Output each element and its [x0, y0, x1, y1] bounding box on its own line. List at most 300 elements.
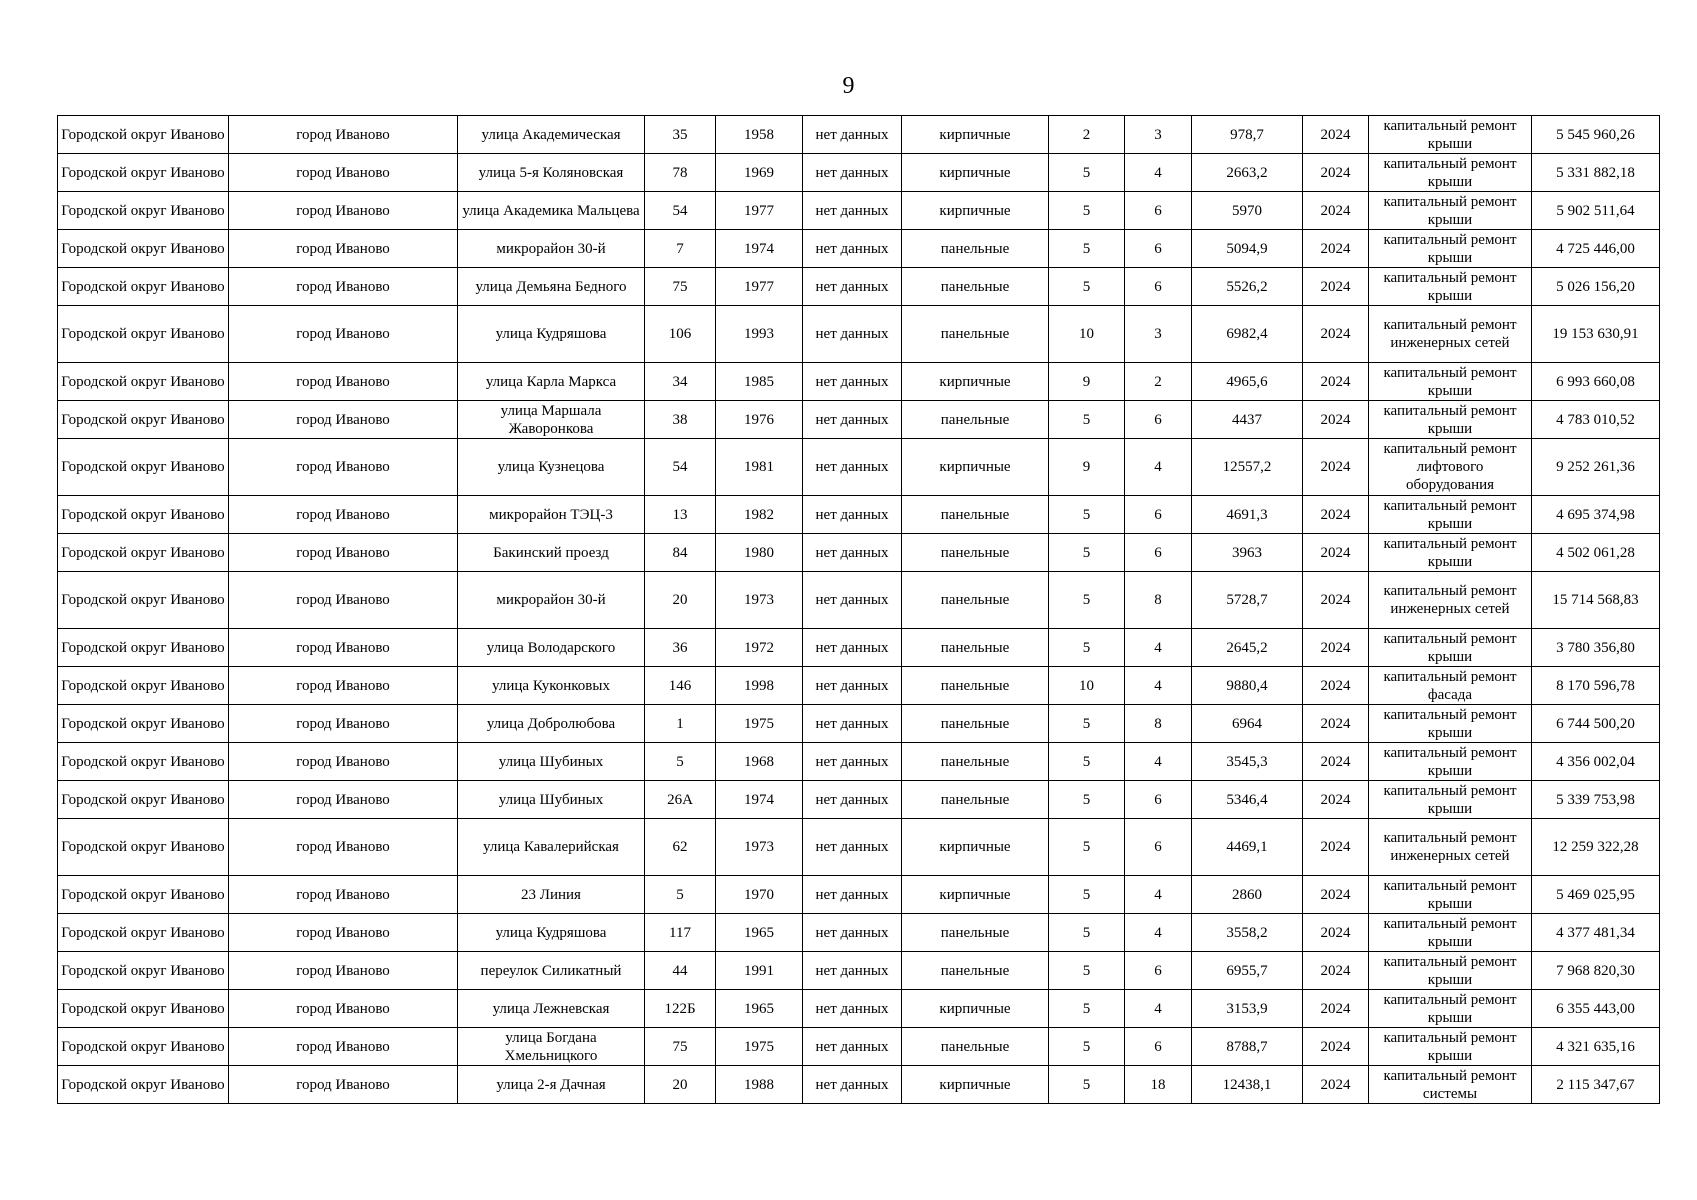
- cell-work-type: капитальный ремонт крыши: [1369, 268, 1532, 306]
- table-row: [58, 1066, 1660, 1104]
- cell-settlement: город Иваново: [229, 1066, 458, 1104]
- cell-planned-year: 2024: [1303, 1028, 1369, 1066]
- cell-street: улица Добролюбова: [458, 705, 645, 743]
- cell-cost: 4 695 374,98: [1532, 496, 1660, 534]
- cell-settlement: город Иваново: [229, 990, 458, 1028]
- cell-year-built: 1973: [716, 572, 803, 629]
- cell-municipality: Городской округ Иваново: [58, 876, 229, 914]
- cell-municipality: Городской округ Иваново: [58, 154, 229, 192]
- cell-area: 5094,9: [1192, 230, 1303, 268]
- cell-year-last-repair: нет данных: [803, 1028, 902, 1066]
- cell-house-number: 13: [645, 496, 716, 534]
- cell-work-type: капитальный ремонт крыши: [1369, 990, 1532, 1028]
- cell-cost: 2 115 347,67: [1532, 1066, 1660, 1104]
- table-row: [58, 914, 1660, 952]
- cell-planned-year: 2024: [1303, 705, 1369, 743]
- cell-wall-material: панельные: [902, 781, 1049, 819]
- cell-work-type: капитальный ремонт фасада: [1369, 667, 1532, 705]
- cell-year-last-repair: нет данных: [803, 192, 902, 230]
- cell-area: 6955,7: [1192, 952, 1303, 990]
- cell-municipality: Городской округ Иваново: [58, 439, 229, 496]
- cell-entrances: 6: [1125, 952, 1192, 990]
- cell-area: 3545,3: [1192, 743, 1303, 781]
- cell-planned-year: 2024: [1303, 268, 1369, 306]
- cell-floors: 9: [1049, 439, 1125, 496]
- cell-cost: 19 153 630,91: [1532, 306, 1660, 363]
- cell-cost: 3 780 356,80: [1532, 629, 1660, 667]
- cell-municipality: Городской округ Иваново: [58, 781, 229, 819]
- table-row: [58, 743, 1660, 781]
- cell-entrances: 4: [1125, 439, 1192, 496]
- cell-area: 978,7: [1192, 116, 1303, 154]
- cell-settlement: город Иваново: [229, 667, 458, 705]
- cell-planned-year: 2024: [1303, 572, 1369, 629]
- cell-year-last-repair: нет данных: [803, 534, 902, 572]
- cell-planned-year: 2024: [1303, 496, 1369, 534]
- cell-entrances: 4: [1125, 914, 1192, 952]
- cell-entrances: 3: [1125, 116, 1192, 154]
- table-row: [58, 819, 1660, 876]
- table-row: [58, 116, 1660, 154]
- cell-street: улица Куконковых: [458, 667, 645, 705]
- table-row: [58, 363, 1660, 401]
- cell-house-number: 62: [645, 819, 716, 876]
- cell-work-type: капитальный ремонт крыши: [1369, 401, 1532, 439]
- cell-planned-year: 2024: [1303, 743, 1369, 781]
- cell-settlement: город Иваново: [229, 306, 458, 363]
- cell-street: улица Демьяна Бедного: [458, 268, 645, 306]
- cell-street: улица Кудряшова: [458, 914, 645, 952]
- table-row: [58, 952, 1660, 990]
- cell-settlement: город Иваново: [229, 363, 458, 401]
- cell-settlement: город Иваново: [229, 819, 458, 876]
- cell-floors: 5: [1049, 990, 1125, 1028]
- cell-wall-material: кирпичные: [902, 439, 1049, 496]
- cell-area: 3963: [1192, 534, 1303, 572]
- cell-wall-material: кирпичные: [902, 990, 1049, 1028]
- cell-settlement: город Иваново: [229, 781, 458, 819]
- cell-cost: 9 252 261,36: [1532, 439, 1660, 496]
- cell-floors: 5: [1049, 496, 1125, 534]
- cell-year-last-repair: нет данных: [803, 876, 902, 914]
- cell-planned-year: 2024: [1303, 230, 1369, 268]
- cell-area: 6982,4: [1192, 306, 1303, 363]
- cell-house-number: 34: [645, 363, 716, 401]
- cell-work-type: капитальный ремонт крыши: [1369, 154, 1532, 192]
- cell-house-number: 38: [645, 401, 716, 439]
- cell-work-type: капитальный ремонт крыши: [1369, 781, 1532, 819]
- cell-wall-material: панельные: [902, 1028, 1049, 1066]
- cell-year-last-repair: нет данных: [803, 154, 902, 192]
- cell-municipality: Городской округ Иваново: [58, 116, 229, 154]
- cell-year-built: 1970: [716, 876, 803, 914]
- cell-year-built: 1993: [716, 306, 803, 363]
- cell-house-number: 20: [645, 1066, 716, 1104]
- cell-floors: 5: [1049, 876, 1125, 914]
- cell-area: 2860: [1192, 876, 1303, 914]
- cell-work-type: капитальный ремонт крыши: [1369, 496, 1532, 534]
- cell-cost: 4 377 481,34: [1532, 914, 1660, 952]
- cell-year-built: 1975: [716, 1028, 803, 1066]
- cell-planned-year: 2024: [1303, 914, 1369, 952]
- cell-wall-material: панельные: [902, 743, 1049, 781]
- cell-floors: 5: [1049, 914, 1125, 952]
- cell-wall-material: панельные: [902, 306, 1049, 363]
- cell-floors: 5: [1049, 629, 1125, 667]
- cell-municipality: Городской округ Иваново: [58, 667, 229, 705]
- cell-cost: 4 321 635,16: [1532, 1028, 1660, 1066]
- cell-cost: 15 714 568,83: [1532, 572, 1660, 629]
- cell-house-number: 5: [645, 743, 716, 781]
- cell-work-type: капитальный ремонт системы: [1369, 1066, 1532, 1104]
- cell-area: 2663,2: [1192, 154, 1303, 192]
- cell-cost: 4 356 002,04: [1532, 743, 1660, 781]
- cell-year-built: 1965: [716, 914, 803, 952]
- cell-entrances: 4: [1125, 154, 1192, 192]
- cell-cost: 5 026 156,20: [1532, 268, 1660, 306]
- cell-settlement: город Иваново: [229, 876, 458, 914]
- cell-year-last-repair: нет данных: [803, 439, 902, 496]
- cell-street: улица Маршала Жаворонкова: [458, 401, 645, 439]
- cell-settlement: город Иваново: [229, 154, 458, 192]
- cell-year-built: 1973: [716, 819, 803, 876]
- cell-area: 4691,3: [1192, 496, 1303, 534]
- cell-area: 9880,4: [1192, 667, 1303, 705]
- cell-year-last-repair: нет данных: [803, 781, 902, 819]
- cell-municipality: Городской округ Иваново: [58, 496, 229, 534]
- cell-house-number: 54: [645, 439, 716, 496]
- cell-work-type: капитальный ремонт лифтового оборудования: [1369, 439, 1532, 496]
- table-row: [58, 192, 1660, 230]
- cell-municipality: Городской округ Иваново: [58, 743, 229, 781]
- cell-floors: 9: [1049, 363, 1125, 401]
- cell-street: микрорайон 30-й: [458, 572, 645, 629]
- cell-settlement: город Иваново: [229, 705, 458, 743]
- cell-house-number: 78: [645, 154, 716, 192]
- cell-area: 12557,2: [1192, 439, 1303, 496]
- cell-year-last-repair: нет данных: [803, 230, 902, 268]
- cell-year-built: 1968: [716, 743, 803, 781]
- cell-street: улица 2-я Дачная: [458, 1066, 645, 1104]
- cell-year-built: 1982: [716, 496, 803, 534]
- cell-cost: 8 170 596,78: [1532, 667, 1660, 705]
- cell-planned-year: 2024: [1303, 667, 1369, 705]
- cell-floors: 5: [1049, 952, 1125, 990]
- cell-cost: 6 744 500,20: [1532, 705, 1660, 743]
- cell-planned-year: 2024: [1303, 154, 1369, 192]
- cell-wall-material: кирпичные: [902, 363, 1049, 401]
- cell-settlement: город Иваново: [229, 230, 458, 268]
- cell-year-built: 1977: [716, 192, 803, 230]
- cell-settlement: город Иваново: [229, 496, 458, 534]
- cell-floors: 5: [1049, 230, 1125, 268]
- cell-area: 5526,2: [1192, 268, 1303, 306]
- cell-house-number: 122Б: [645, 990, 716, 1028]
- cell-street: улица Кудряшова: [458, 306, 645, 363]
- cell-planned-year: 2024: [1303, 363, 1369, 401]
- cell-house-number: 44: [645, 952, 716, 990]
- cell-year-built: 1985: [716, 363, 803, 401]
- cell-wall-material: панельные: [902, 401, 1049, 439]
- cell-floors: 5: [1049, 572, 1125, 629]
- cell-area: 12438,1: [1192, 1066, 1303, 1104]
- cell-entrances: 6: [1125, 819, 1192, 876]
- cell-wall-material: панельные: [902, 705, 1049, 743]
- cell-year-last-repair: нет данных: [803, 952, 902, 990]
- cell-year-built: 1958: [716, 116, 803, 154]
- cell-street: улица Шубиных: [458, 743, 645, 781]
- cell-year-built: 1972: [716, 629, 803, 667]
- cell-settlement: город Иваново: [229, 629, 458, 667]
- cell-floors: 2: [1049, 116, 1125, 154]
- table-row: [58, 306, 1660, 363]
- cell-entrances: 8: [1125, 705, 1192, 743]
- cell-year-built: 1988: [716, 1066, 803, 1104]
- cell-year-built: 1991: [716, 952, 803, 990]
- cell-year-built: 1974: [716, 781, 803, 819]
- cell-work-type: капитальный ремонт крыши: [1369, 230, 1532, 268]
- cell-entrances: 4: [1125, 743, 1192, 781]
- cell-street: улица Кузнецова: [458, 439, 645, 496]
- cell-year-last-repair: нет данных: [803, 667, 902, 705]
- cell-floors: 10: [1049, 306, 1125, 363]
- cell-area: 2645,2: [1192, 629, 1303, 667]
- cell-municipality: Городской округ Иваново: [58, 1028, 229, 1066]
- cell-cost: 5 331 882,18: [1532, 154, 1660, 192]
- cell-street: переулок Силикатный: [458, 952, 645, 990]
- cell-municipality: Городской округ Иваново: [58, 629, 229, 667]
- cell-work-type: капитальный ремонт крыши: [1369, 876, 1532, 914]
- cell-year-built: 1977: [716, 268, 803, 306]
- cell-floors: 5: [1049, 705, 1125, 743]
- cell-wall-material: панельные: [902, 572, 1049, 629]
- cell-work-type: капитальный ремонт крыши: [1369, 952, 1532, 990]
- cell-municipality: Городской округ Иваново: [58, 306, 229, 363]
- cell-floors: 5: [1049, 268, 1125, 306]
- cell-planned-year: 2024: [1303, 952, 1369, 990]
- table-row: [58, 230, 1660, 268]
- cell-entrances: 2: [1125, 363, 1192, 401]
- cell-work-type: капитальный ремонт инженерных сетей: [1369, 306, 1532, 363]
- cell-wall-material: панельные: [902, 268, 1049, 306]
- cell-house-number: 20: [645, 572, 716, 629]
- cell-area: 6964: [1192, 705, 1303, 743]
- cell-cost: 4 783 010,52: [1532, 401, 1660, 439]
- cell-year-last-repair: нет данных: [803, 363, 902, 401]
- cell-year-last-repair: нет данных: [803, 572, 902, 629]
- cell-house-number: 146: [645, 667, 716, 705]
- cell-floors: 5: [1049, 819, 1125, 876]
- cell-municipality: Городской округ Иваново: [58, 268, 229, 306]
- cell-settlement: город Иваново: [229, 1028, 458, 1066]
- cell-street: улица Кавалерийская: [458, 819, 645, 876]
- cell-year-built: 1975: [716, 705, 803, 743]
- cell-house-number: 75: [645, 1028, 716, 1066]
- cell-house-number: 117: [645, 914, 716, 952]
- cell-year-last-repair: нет данных: [803, 268, 902, 306]
- cell-cost: 6 355 443,00: [1532, 990, 1660, 1028]
- cell-year-last-repair: нет данных: [803, 496, 902, 534]
- cell-municipality: Городской округ Иваново: [58, 534, 229, 572]
- cell-municipality: Городской округ Иваново: [58, 914, 229, 952]
- cell-house-number: 36: [645, 629, 716, 667]
- cell-area: 3558,2: [1192, 914, 1303, 952]
- cell-planned-year: 2024: [1303, 629, 1369, 667]
- cell-year-last-repair: нет данных: [803, 990, 902, 1028]
- cell-municipality: Городской округ Иваново: [58, 192, 229, 230]
- cell-wall-material: кирпичные: [902, 876, 1049, 914]
- cell-street: улица Лежневская: [458, 990, 645, 1028]
- cell-planned-year: 2024: [1303, 306, 1369, 363]
- cell-wall-material: кирпичные: [902, 1066, 1049, 1104]
- cell-municipality: Городской округ Иваново: [58, 572, 229, 629]
- table-row: [58, 876, 1660, 914]
- cell-area: 4437: [1192, 401, 1303, 439]
- cell-cost: 6 993 660,08: [1532, 363, 1660, 401]
- cell-street: улица Володарского: [458, 629, 645, 667]
- cell-work-type: капитальный ремонт крыши: [1369, 743, 1532, 781]
- cell-planned-year: 2024: [1303, 819, 1369, 876]
- cell-street: улица Карла Маркса: [458, 363, 645, 401]
- cell-municipality: Городской округ Иваново: [58, 990, 229, 1028]
- cell-entrances: 6: [1125, 192, 1192, 230]
- cell-floors: 5: [1049, 154, 1125, 192]
- cell-house-number: 75: [645, 268, 716, 306]
- cell-year-last-repair: нет данных: [803, 306, 902, 363]
- table-row: [58, 268, 1660, 306]
- cell-planned-year: 2024: [1303, 1066, 1369, 1104]
- cell-municipality: Городской округ Иваново: [58, 819, 229, 876]
- cell-year-built: 1980: [716, 534, 803, 572]
- cell-year-last-repair: нет данных: [803, 914, 902, 952]
- cell-street: 23 Линия: [458, 876, 645, 914]
- cell-wall-material: панельные: [902, 230, 1049, 268]
- table-row: [58, 1028, 1660, 1066]
- cell-floors: 5: [1049, 743, 1125, 781]
- cell-house-number: 35: [645, 116, 716, 154]
- table-row: [58, 439, 1660, 496]
- table-row: [58, 781, 1660, 819]
- cell-entrances: 6: [1125, 401, 1192, 439]
- cell-settlement: город Иваново: [229, 401, 458, 439]
- cell-street: микрорайон ТЭЦ-3: [458, 496, 645, 534]
- cell-settlement: город Иваново: [229, 116, 458, 154]
- housing-repair-table: [57, 115, 1660, 1104]
- cell-house-number: 7: [645, 230, 716, 268]
- cell-settlement: город Иваново: [229, 534, 458, 572]
- cell-cost: 4 502 061,28: [1532, 534, 1660, 572]
- cell-settlement: город Иваново: [229, 743, 458, 781]
- cell-year-built: 1998: [716, 667, 803, 705]
- cell-work-type: капитальный ремонт крыши: [1369, 705, 1532, 743]
- cell-planned-year: 2024: [1303, 990, 1369, 1028]
- table-row: [58, 154, 1660, 192]
- cell-municipality: Городской округ Иваново: [58, 363, 229, 401]
- cell-floors: 10: [1049, 667, 1125, 705]
- cell-year-last-repair: нет данных: [803, 705, 902, 743]
- cell-entrances: 6: [1125, 781, 1192, 819]
- cell-entrances: 18: [1125, 1066, 1192, 1104]
- cell-settlement: город Иваново: [229, 268, 458, 306]
- cell-floors: 5: [1049, 1028, 1125, 1066]
- table-row: [58, 534, 1660, 572]
- cell-year-built: 1965: [716, 990, 803, 1028]
- cell-house-number: 106: [645, 306, 716, 363]
- cell-municipality: Городской округ Иваново: [58, 401, 229, 439]
- cell-street: улица Академика Мальцева: [458, 192, 645, 230]
- cell-planned-year: 2024: [1303, 192, 1369, 230]
- cell-floors: 5: [1049, 192, 1125, 230]
- cell-entrances: 4: [1125, 629, 1192, 667]
- table-row: [58, 629, 1660, 667]
- cell-street: Бакинский проезд: [458, 534, 645, 572]
- cell-house-number: 26А: [645, 781, 716, 819]
- cell-wall-material: кирпичные: [902, 154, 1049, 192]
- cell-house-number: 84: [645, 534, 716, 572]
- cell-work-type: капитальный ремонт крыши: [1369, 1028, 1532, 1066]
- cell-house-number: 1: [645, 705, 716, 743]
- table-row: [58, 667, 1660, 705]
- cell-area: 5970: [1192, 192, 1303, 230]
- cell-street: улица Шубиных: [458, 781, 645, 819]
- cell-street: микрорайон 30-й: [458, 230, 645, 268]
- cell-year-last-repair: нет данных: [803, 743, 902, 781]
- cell-work-type: капитальный ремонт инженерных сетей: [1369, 572, 1532, 629]
- cell-cost: 5 902 511,64: [1532, 192, 1660, 230]
- cell-year-last-repair: нет данных: [803, 401, 902, 439]
- cell-settlement: город Иваново: [229, 572, 458, 629]
- cell-area: 5346,4: [1192, 781, 1303, 819]
- cell-wall-material: панельные: [902, 914, 1049, 952]
- cell-planned-year: 2024: [1303, 116, 1369, 154]
- cell-work-type: капитальный ремонт крыши: [1369, 192, 1532, 230]
- cell-planned-year: 2024: [1303, 401, 1369, 439]
- cell-entrances: 4: [1125, 876, 1192, 914]
- cell-settlement: город Иваново: [229, 439, 458, 496]
- cell-wall-material: кирпичные: [902, 116, 1049, 154]
- cell-municipality: Городской округ Иваново: [58, 705, 229, 743]
- cell-work-type: капитальный ремонт крыши: [1369, 116, 1532, 154]
- cell-planned-year: 2024: [1303, 534, 1369, 572]
- cell-work-type: капитальный ремонт крыши: [1369, 629, 1532, 667]
- cell-street: улица Богдана Хмельницкого: [458, 1028, 645, 1066]
- cell-entrances: 4: [1125, 667, 1192, 705]
- cell-cost: 7 968 820,30: [1532, 952, 1660, 990]
- cell-year-last-repair: нет данных: [803, 116, 902, 154]
- table-row: [58, 705, 1660, 743]
- cell-floors: 5: [1049, 1066, 1125, 1104]
- cell-house-number: 5: [645, 876, 716, 914]
- cell-wall-material: панельные: [902, 629, 1049, 667]
- cell-year-last-repair: нет данных: [803, 629, 902, 667]
- cell-cost: 12 259 322,28: [1532, 819, 1660, 876]
- cell-floors: 5: [1049, 534, 1125, 572]
- cell-area: 5728,7: [1192, 572, 1303, 629]
- cell-settlement: город Иваново: [229, 192, 458, 230]
- cell-house-number: 54: [645, 192, 716, 230]
- cell-entrances: 6: [1125, 268, 1192, 306]
- cell-cost: 5 469 025,95: [1532, 876, 1660, 914]
- cell-wall-material: кирпичные: [902, 192, 1049, 230]
- cell-entrances: 6: [1125, 534, 1192, 572]
- cell-municipality: Городской округ Иваново: [58, 230, 229, 268]
- cell-entrances: 3: [1125, 306, 1192, 363]
- table-row: [58, 572, 1660, 629]
- cell-cost: 4 725 446,00: [1532, 230, 1660, 268]
- cell-year-built: 1969: [716, 154, 803, 192]
- cell-entrances: 8: [1125, 572, 1192, 629]
- cell-cost: 5 545 960,26: [1532, 116, 1660, 154]
